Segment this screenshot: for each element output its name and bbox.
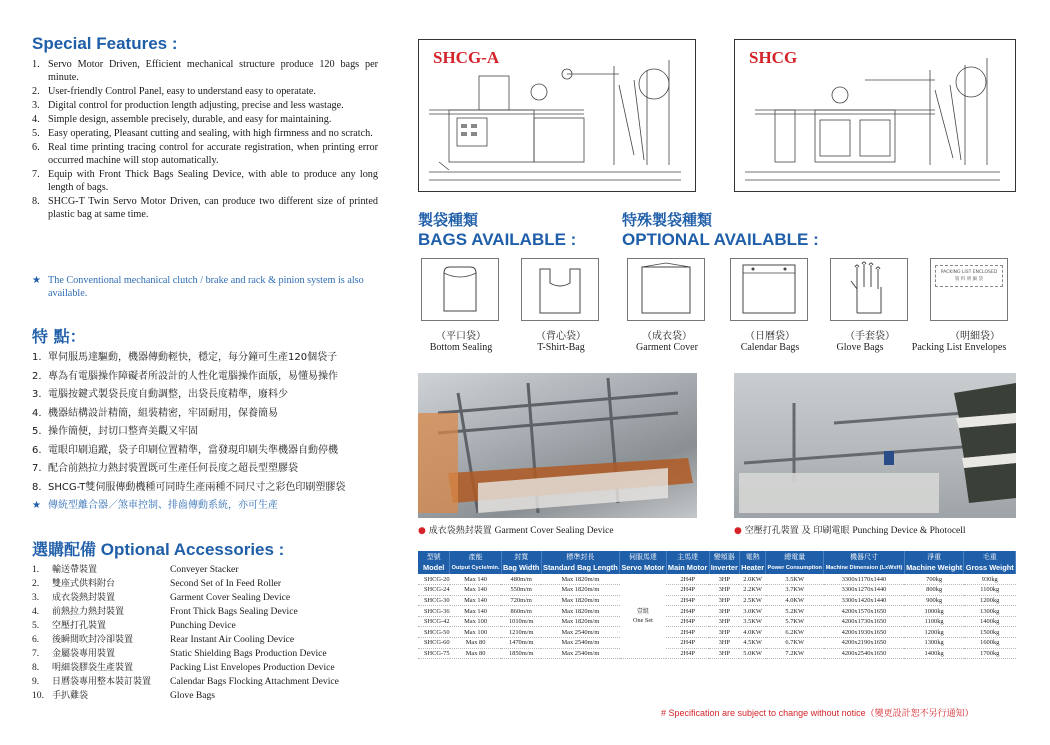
header-zh: 主馬達	[677, 553, 699, 561]
table-cell: 700kg	[904, 574, 964, 585]
accessory-item	[32, 591, 392, 605]
special-features-note	[32, 274, 378, 300]
header-zh: 標準封長	[566, 553, 595, 561]
item-number: 1.	[32, 564, 40, 575]
table-cell: 3.5KW	[739, 616, 765, 627]
column-header	[501, 551, 541, 574]
item-text: 操作簡便，封切口整齊美觀又牢固	[48, 426, 198, 437]
column-header	[709, 551, 739, 574]
table-row	[418, 638, 1016, 649]
accessory-item	[32, 605, 392, 619]
item-number: 8.	[32, 481, 42, 493]
item-name-zh: 雙座式供料附台	[52, 579, 116, 589]
accessory-item	[32, 577, 392, 591]
feature-zh-item	[32, 460, 392, 479]
optional-accessories-list	[32, 563, 392, 703]
optional-accessories-title	[32, 537, 284, 560]
item-number: 5.	[32, 128, 40, 139]
bags-available-title-zh: 製袋種類	[418, 211, 479, 229]
table-cell: 2H4P	[666, 606, 709, 617]
machine-diagram-shcg	[734, 39, 1016, 192]
note-text: The Conventional mechanical clutch / brake and rack & pinion system is also available.	[48, 275, 364, 299]
table-cell: Max 1820m/m	[541, 585, 620, 596]
header-en: Main Motor	[667, 562, 708, 572]
table-cell: 1200kg	[904, 627, 964, 638]
punching-device-photo	[734, 373, 1016, 518]
flat-bag-icon	[421, 258, 499, 321]
header-zh: 伺服馬達	[628, 553, 657, 561]
table-cell: 3.7KW	[766, 585, 824, 596]
calendar-bag-icon	[730, 258, 808, 321]
header-en: Standard Bag Length	[543, 562, 618, 572]
item-name-zh: 金屬袋專用裝置	[52, 649, 116, 659]
table-cell: 1300kg	[964, 606, 1016, 617]
header-en: Servo Motor	[621, 562, 665, 572]
table-cell: 2H4P	[666, 574, 709, 585]
servo-note-zh: 壹組	[636, 608, 650, 616]
model-cell: SHCG-75	[418, 648, 450, 659]
feature-zh-item	[32, 349, 392, 368]
table-cell: 720m/m	[501, 595, 541, 606]
table-row	[418, 595, 1016, 606]
model-cell: SHCG-24	[418, 585, 450, 596]
table-cell: 1500kg	[964, 627, 1016, 638]
table-cell: 3.0KW	[739, 606, 765, 617]
table-cell: 3HP	[709, 638, 739, 649]
table-cell: 4200x2540x1650	[824, 648, 905, 659]
header-en: Model	[423, 562, 445, 572]
table-cell: 2H4P	[666, 616, 709, 627]
bag-label-zh: （明細袋）	[950, 331, 1000, 342]
servo-note-en: One Set	[633, 617, 653, 625]
features-zh-title: 特 點：	[32, 327, 86, 346]
header-en: Output Cycle/min.	[451, 564, 500, 571]
item-text: SHCG-T Twin Servo Motor Driven, can produce two different size of printed plastic bag at same time.	[48, 196, 378, 220]
bag-label-en: Glove Bags	[836, 342, 884, 353]
bags-available-title-en: BAGS AVAILABLE :	[418, 230, 577, 249]
machine-diagram-shcg-a	[418, 39, 696, 192]
feature-zh-item	[32, 368, 392, 387]
item-name-en: Front Thick Bags Sealing Device	[170, 606, 298, 617]
model-cell: SHCG-20	[418, 574, 450, 585]
bag-label-en: T-Shirt-Bag	[537, 342, 585, 353]
item-number: 6.	[32, 142, 40, 153]
table-cell: 5.0KW	[739, 648, 765, 659]
table-cell: 860m/m	[501, 606, 541, 617]
table-cell: Max 1820m/m	[541, 616, 620, 627]
item-name-en: Second Set of In Feed Roller	[170, 578, 282, 589]
model-cell: SHCG-50	[418, 627, 450, 638]
table-cell: 6.2KW	[766, 627, 824, 638]
bag-label-zh: （成衣袋）	[642, 331, 692, 342]
table-cell: Max 1820m/m	[541, 606, 620, 617]
caption-en: Punching Device & Photocell	[852, 526, 966, 536]
header-zh: 毛重	[982, 553, 997, 561]
table-cell: 3300x1420x1440	[824, 595, 905, 606]
note-text: 傳統型離合器／煞車控制、排齒傳動系統，亦可生產	[48, 500, 278, 511]
item-number: 3.	[32, 592, 40, 603]
item-name-en: Punching Device	[170, 620, 236, 631]
item-name-zh: 空壓打孔裝置	[52, 621, 107, 631]
star-icon: ★	[32, 500, 41, 511]
bag-label-zh: （背心袋）	[536, 331, 586, 342]
optional-available-title-en: OPTIONAL AVAILABLE :	[622, 230, 819, 249]
table-cell: 2H4P	[666, 585, 709, 596]
item-number: 8.	[32, 662, 40, 673]
column-header	[766, 551, 824, 574]
bag-label-en: Packing List Envelopes	[911, 342, 1007, 353]
table-cell: 5.2KW	[766, 606, 824, 617]
table-cell: 2.5KW	[739, 595, 765, 606]
item-name-en: Glove Bags	[170, 690, 216, 701]
item-number: 7.	[32, 463, 42, 474]
accessory-item	[32, 661, 392, 675]
header-en: Heater	[741, 562, 765, 572]
table-cell: 6.7KW	[766, 638, 824, 649]
header-zh: 型號	[426, 553, 441, 561]
header-en: Gross Weight	[965, 562, 1014, 572]
header-en: Power Consumption	[767, 564, 822, 571]
table-cell: 4200x1570x1650	[824, 606, 905, 617]
header-zh: 總電量	[784, 553, 806, 561]
table-cell: 3HP	[709, 574, 739, 585]
item-text: Easy operating, Pleasant cutting and sealing, with high firmness and no scratch.	[48, 128, 373, 139]
column-header	[904, 551, 964, 574]
table-cell: Max 1820m/m	[541, 574, 620, 585]
table-cell: Max 1820m/m	[541, 595, 620, 606]
table-cell: 4.5KW	[739, 638, 765, 649]
item-name-zh: 明細袋膠袋生產裝置	[52, 663, 134, 673]
table-cell: 3HP	[709, 585, 739, 596]
feature-item	[32, 141, 378, 167]
table-cell: Max 140	[450, 574, 501, 585]
table-cell: Max 140	[450, 606, 501, 617]
table-cell: 2.2KW	[739, 585, 765, 596]
feature-zh-item	[32, 479, 392, 498]
table-cell: 550m/m	[501, 585, 541, 596]
servo-motor-cell	[620, 574, 667, 659]
header-en: Machine Dimension (LxWxH)	[825, 564, 903, 571]
table-cell: 1700kg	[964, 648, 1016, 659]
item-text: 機器結構設計精簡，組裝精密，牢固耐用，保養簡易	[48, 407, 278, 419]
item-number: 8.	[32, 196, 40, 207]
header-en: Inverter	[710, 562, 738, 572]
table-cell: Max 100	[450, 627, 501, 638]
table-cell: 1850m/m	[501, 648, 541, 659]
bag-label-zh: （平口袋）	[436, 331, 486, 342]
item-text: Simple design, assemble precisely, durable, and easy for maintaining.	[48, 114, 332, 125]
table-cell: 1100kg	[964, 585, 1016, 596]
column-header	[418, 551, 450, 574]
bullet-icon: ●	[418, 526, 426, 536]
feature-zh-item	[32, 423, 392, 442]
table-row	[418, 574, 1016, 585]
bag-label-en: Bottom Sealing	[429, 342, 493, 353]
tshirt-bag-icon	[521, 258, 599, 321]
model-cell: SHCG-36	[418, 606, 450, 617]
table-cell: 3HP	[709, 616, 739, 627]
item-name-zh: 成衣袋熱封裝置	[52, 593, 116, 603]
table-cell: 800kg	[904, 585, 964, 596]
item-number: 1.	[32, 352, 42, 363]
table-cell: 1010m/m	[501, 616, 541, 627]
header-zh: 機器尺寸	[849, 553, 878, 561]
item-number: 7.	[32, 648, 40, 659]
features-zh-list	[32, 349, 392, 497]
item-name-zh: 日曆袋專用整本裝訂裝置	[52, 677, 152, 687]
table-row	[418, 648, 1016, 659]
table-cell: Max 2540m/m	[541, 648, 620, 659]
accessory-item	[32, 619, 392, 633]
table-cell: 3HP	[709, 648, 739, 659]
table-cell: 4200x1730x1650	[824, 616, 905, 627]
item-number: 2.	[32, 86, 40, 97]
table-cell: 1600kg	[964, 638, 1016, 649]
accessory-item	[32, 675, 392, 689]
accessory-item	[32, 647, 392, 661]
spec-footnote: # Specification are subject to change without notice（變更設計恕不另行通知）	[661, 708, 974, 718]
item-text: Digital control for production length adjusting, precise and less wastage.	[48, 100, 344, 111]
item-name-en: Conveyer Stacker	[170, 564, 239, 575]
header-zh: 電熱	[745, 553, 760, 561]
table-cell: 1300kg	[904, 638, 964, 649]
table-cell: 7.2KW	[766, 648, 824, 659]
item-text: 電腦按鍵式製袋長度自動調整，出袋長度精準，廢料少	[48, 389, 288, 400]
item-text: SHCG-T雙伺服傳動機種可同時生產兩種不同尺寸之彩色印刷塑膠袋	[48, 481, 346, 493]
feature-item	[32, 168, 378, 194]
item-number: 3.	[32, 100, 40, 111]
table-cell: 3HP	[709, 595, 739, 606]
item-text: 配合前熱拉力熱封裝置既可生產任何長度之超長型塑膠袋	[48, 463, 298, 474]
item-number: 3.	[32, 389, 42, 400]
bag-label-zh: （手套袋）	[845, 331, 895, 342]
caption-zh: 成衣袋熱封裝置	[428, 526, 492, 536]
item-text: 單伺服馬達驅動，機器傳動輕快，穩定，每分鐘可生產120個袋子	[48, 352, 338, 363]
table-cell: 930kg	[964, 574, 1016, 585]
header-en: Machine Weight	[906, 562, 963, 572]
model-cell: SHCG-42	[418, 616, 450, 627]
accessory-item	[32, 563, 392, 577]
table-cell: 1210m/m	[501, 627, 541, 638]
packing-label-zh: 資 料 明 細 袋	[954, 277, 984, 282]
item-name-zh: 手扒雞袋	[52, 691, 89, 701]
diagram-label: SHCG	[749, 48, 798, 67]
item-number: 9.	[32, 676, 40, 687]
spec-table-header	[418, 551, 1016, 574]
item-number: 5.	[32, 426, 42, 437]
table-cell: 480m/m	[501, 574, 541, 585]
table-cell: 1200kg	[964, 595, 1016, 606]
table-cell: 2H4P	[666, 595, 709, 606]
item-number: 6.	[32, 444, 42, 456]
item-name-zh: 後瞬間吹封冷卻裝置	[52, 635, 134, 645]
item-number: 10.	[32, 690, 44, 701]
spec-table	[418, 551, 1016, 659]
table-cell: 1000kg	[904, 606, 964, 617]
table-row	[418, 627, 1016, 638]
title-en: Optional Accessories :	[100, 540, 285, 559]
diagram-label: SHCG-A	[433, 48, 500, 67]
special-features-title: Special Features :	[32, 34, 178, 53]
column-header	[824, 551, 905, 574]
table-cell: 3300x1170x1440	[824, 574, 905, 585]
header-en: Bag Width	[502, 562, 540, 572]
item-name-en: Rear Instant Air Cooling Device	[170, 634, 295, 645]
feature-item	[32, 195, 378, 221]
accessory-item	[32, 633, 392, 647]
feature-item	[32, 113, 378, 126]
table-cell: 900kg	[904, 595, 964, 606]
garment-sealing-photo	[418, 373, 697, 518]
table-cell: 1400kg	[904, 648, 964, 659]
item-text: 電眼印刷追蹤，袋子印刷位置精準，當發現印刷失準機器自動停機	[48, 444, 338, 456]
item-number: 2.	[32, 578, 40, 589]
punching-device-caption	[734, 523, 966, 536]
features-zh-note	[32, 499, 378, 512]
header-zh: 變頻器	[713, 553, 735, 561]
column-header	[739, 551, 765, 574]
table-cell: Max 100	[450, 616, 501, 627]
model-cell: SHCG-30	[418, 595, 450, 606]
feature-item	[32, 99, 378, 112]
column-header	[620, 551, 667, 574]
star-icon: ★	[32, 275, 42, 286]
bullet-icon: ●	[734, 526, 742, 536]
caption-en: Garment Cover Sealing Device	[494, 526, 614, 536]
table-cell: 4200x1930x1650	[824, 627, 905, 638]
table-cell: 2H4P	[666, 648, 709, 659]
model-cell: SHCG-60	[418, 638, 450, 649]
column-header	[541, 551, 620, 574]
special-features-list	[32, 58, 378, 222]
item-name-en: Calendar Bags Flocking Attachment Device	[170, 676, 339, 687]
table-cell: 3.5KW	[766, 574, 824, 585]
bag-label-zh: （日曆袋）	[745, 331, 795, 342]
item-number: 4.	[32, 114, 40, 125]
item-text: Equip with Front Thick Bags Sealing Device, with able to produce any long length of bags.	[48, 169, 378, 193]
table-cell: 2H4P	[666, 638, 709, 649]
feature-zh-item	[32, 442, 392, 461]
table-cell: 1100kg	[904, 616, 964, 627]
item-number: 5.	[32, 620, 40, 631]
column-header	[450, 551, 501, 574]
item-text: 專為有電腦操作障礙者所設計的人性化電腦操作面版，易懂易操作	[48, 370, 338, 382]
item-text: Servo Motor Driven, Efficient mechanical structure produce 120 bags per minute.	[48, 59, 378, 83]
table-cell: 4200x2190x1650	[824, 638, 905, 649]
item-number: 7.	[32, 169, 40, 180]
item-number: 2.	[32, 370, 42, 382]
table-cell: 4.0KW	[766, 595, 824, 606]
feature-item	[32, 85, 378, 98]
item-number: 6.	[32, 634, 40, 645]
table-cell: Max 80	[450, 648, 501, 659]
table-row	[418, 606, 1016, 617]
table-cell: 2H4P	[666, 627, 709, 638]
garment-bag-icon	[627, 258, 705, 321]
item-name-en: Static Shielding Bags Production Device	[170, 648, 327, 659]
bag-label-en: Calendar Bags	[740, 342, 800, 353]
item-number: 1.	[32, 59, 40, 70]
feature-zh-item	[32, 405, 392, 424]
column-header	[964, 551, 1016, 574]
item-number: 4.	[32, 407, 42, 419]
spec-table-body	[418, 574, 1016, 659]
item-name-zh: 輸送帶裝置	[52, 565, 98, 575]
bag-label-en: Garment Cover	[636, 342, 698, 353]
table-cell: 4.0KW	[739, 627, 765, 638]
table-cell: Max 140	[450, 585, 501, 596]
table-cell: 3HP	[709, 606, 739, 617]
optional-available-title-zh: 特殊製袋種類	[622, 211, 713, 229]
feature-item	[32, 58, 378, 84]
item-name-en: Garment Cover Sealing Device	[170, 592, 291, 603]
item-name-en: Packing List Envelopes Production Device	[170, 662, 335, 673]
table-cell: 1400kg	[964, 616, 1016, 627]
table-row	[418, 585, 1016, 596]
packing-list-bag-icon	[930, 258, 1008, 321]
table-row	[418, 616, 1016, 627]
glove-bag-icon	[830, 258, 908, 321]
table-cell: Max 2540m/m	[541, 627, 620, 638]
caption-zh: 空壓打孔裝置 及 印刷電眼	[744, 526, 850, 536]
accessory-item	[32, 689, 392, 703]
column-header	[666, 551, 709, 574]
table-cell: 1470m/m	[501, 638, 541, 649]
title-zh: 選購配備	[32, 540, 97, 559]
item-text: Real time printing tracing control for accurate registration, when printing error occurred machine will stop automatically.	[48, 142, 378, 166]
feature-item	[32, 127, 378, 140]
header-zh: 淨重	[927, 553, 942, 561]
header-zh: 產能	[468, 553, 483, 561]
packing-label-en: PACKING LIST ENCLOSED	[940, 270, 998, 275]
feature-zh-item	[32, 386, 392, 405]
garment-sealing-caption	[418, 523, 614, 536]
table-cell: 3300x1270x1440	[824, 585, 905, 596]
table-cell: Max 80	[450, 638, 501, 649]
table-cell: 3HP	[709, 627, 739, 638]
header-zh: 封寬	[514, 553, 529, 561]
item-text: User-friendly Control Panel, easy to understand easy to operatate.	[48, 86, 316, 97]
table-cell: 5.7KW	[766, 616, 824, 627]
table-cell: Max 140	[450, 595, 501, 606]
table-cell: 2.0KW	[739, 574, 765, 585]
item-name-zh: 前熱拉力熱封裝置	[52, 607, 125, 617]
item-number: 4.	[32, 606, 40, 617]
table-cell: Max 2540m/m	[541, 638, 620, 649]
